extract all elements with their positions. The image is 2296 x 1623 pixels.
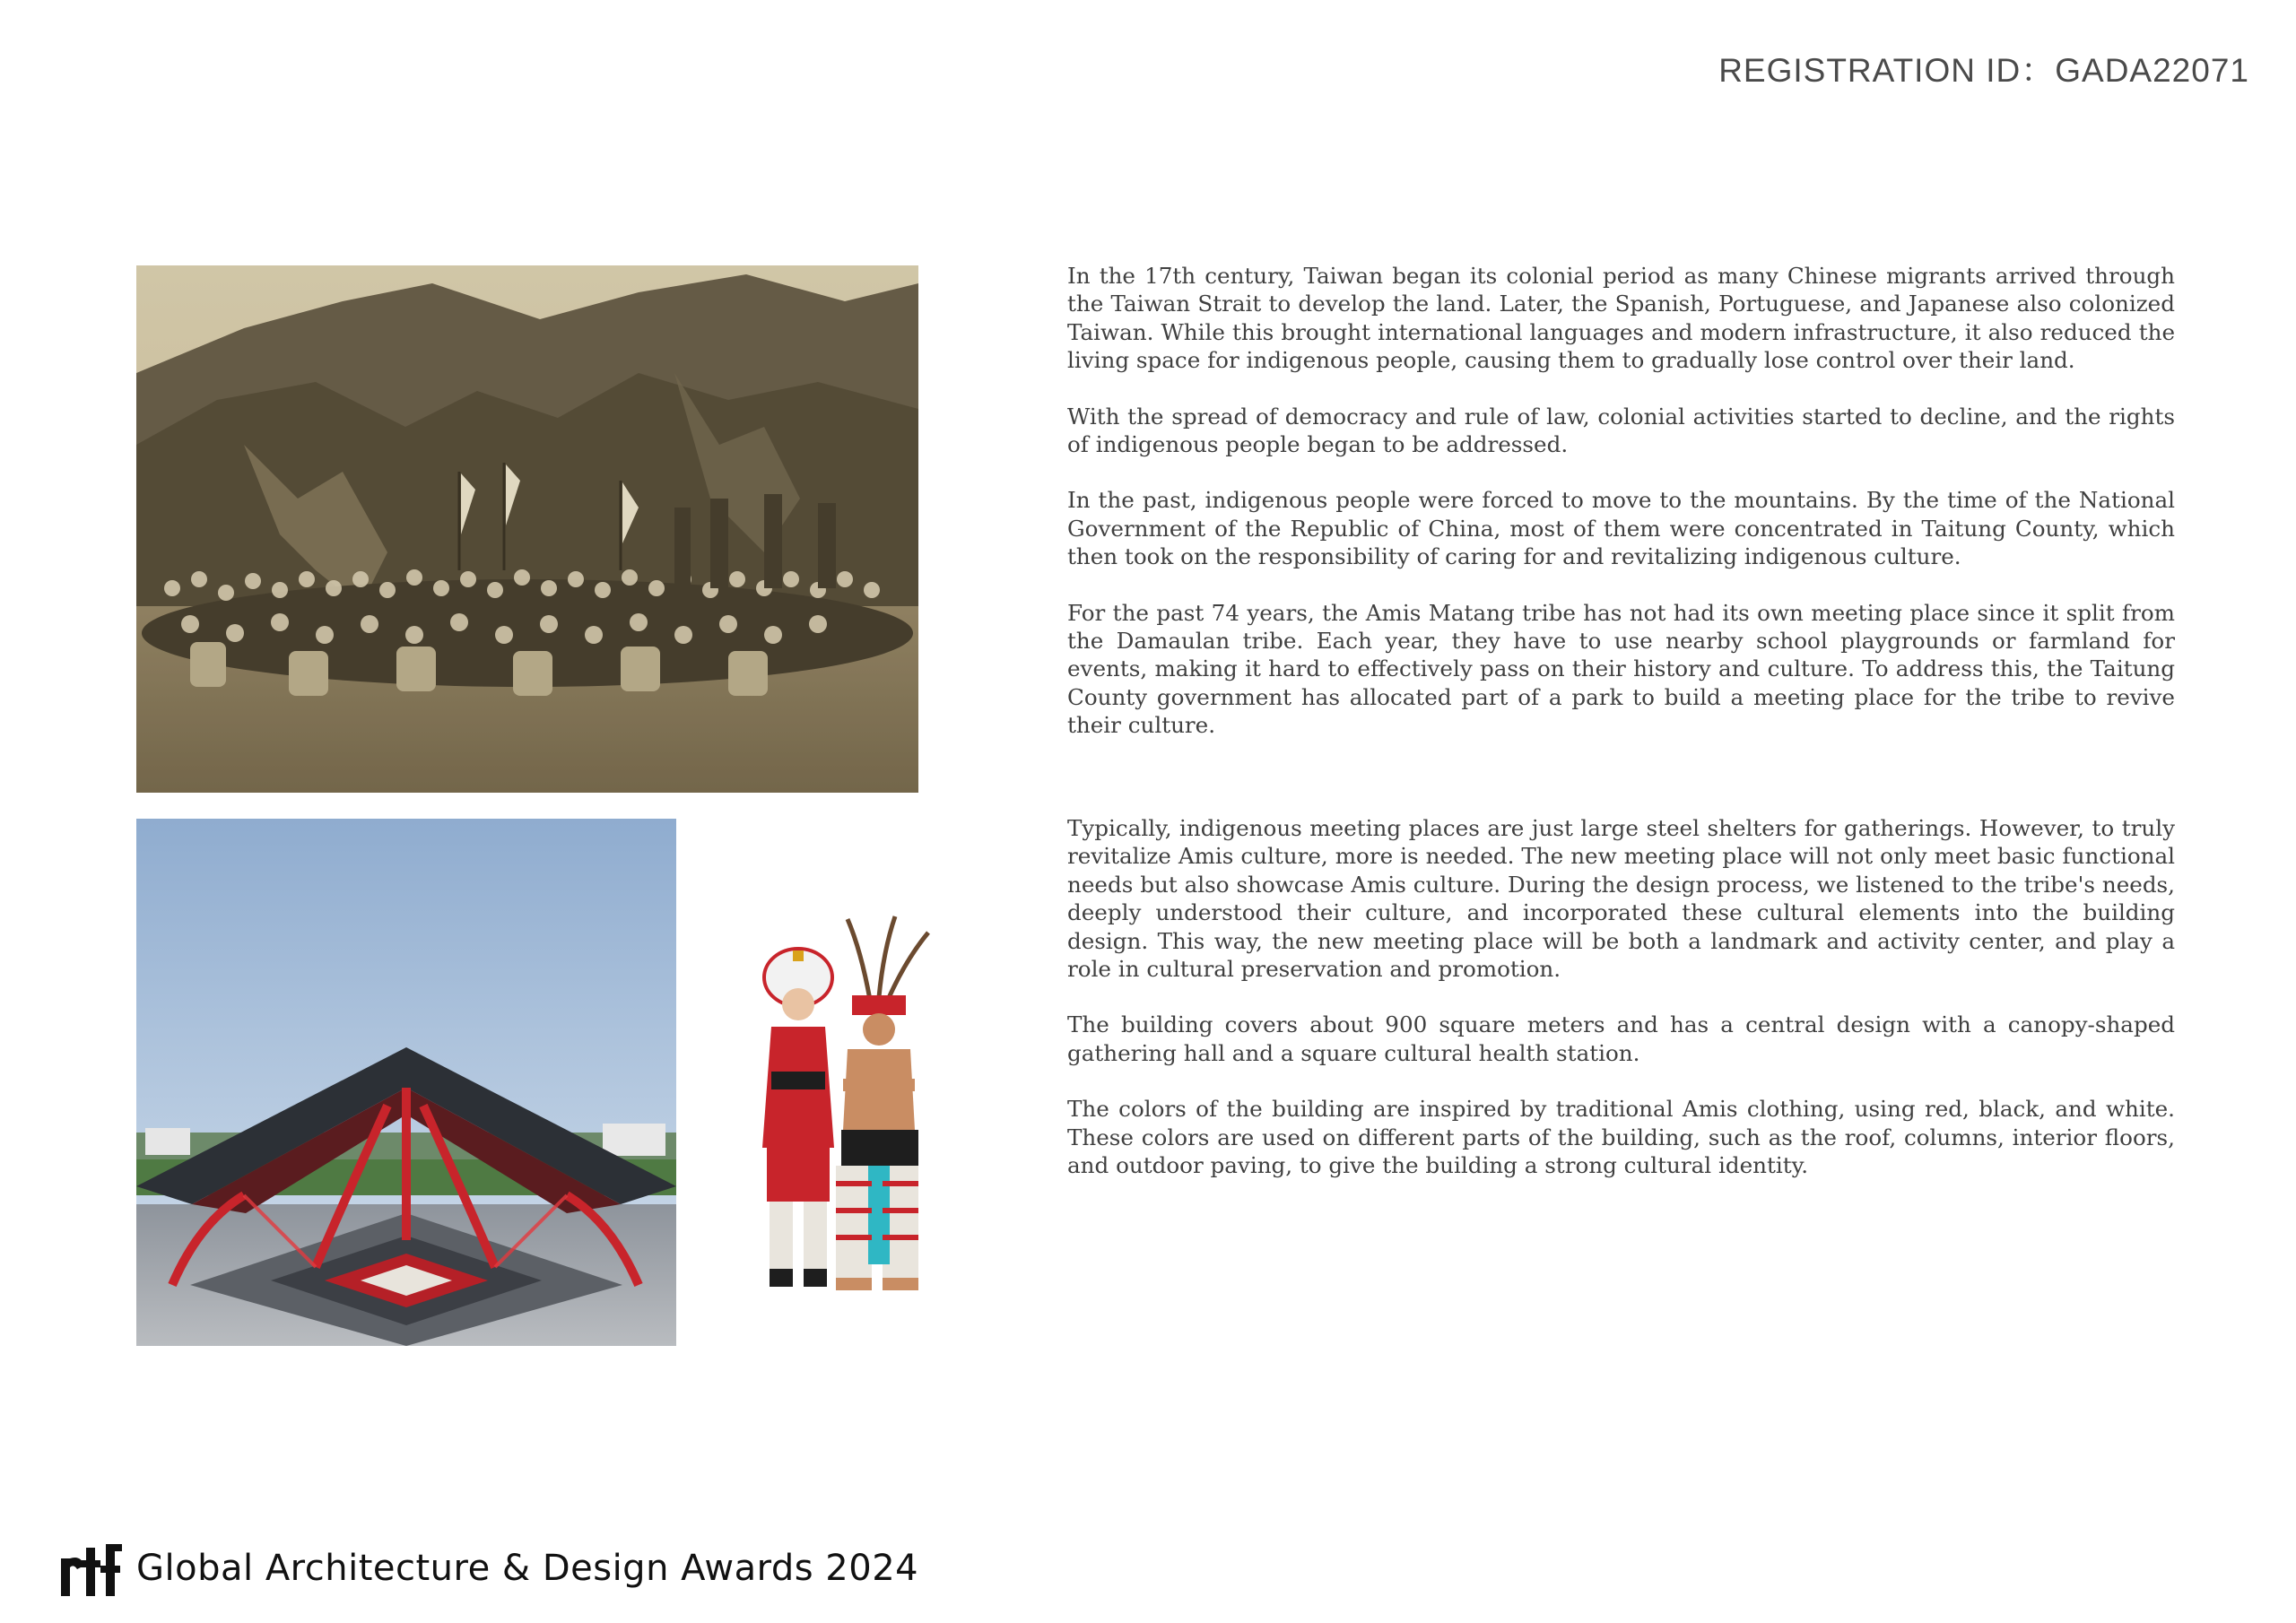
paragraph: For the past 74 years, the Amis Matang tribe has not had its own meeting place since it split from the Damaulan tribe. Each year, they have to use nearby school playgrounds or farmland for events, making it hard to effectively pass on their history and culture. To address this, the Taitung County government has allocated part of a park to build a meeting place for the tribe to revive their culture.: [1067, 599, 2175, 739]
rtf-logo-icon: [59, 1539, 124, 1598]
historic-photo: [136, 265, 918, 793]
footer: [59, 1539, 918, 1598]
paragraph: The colors of the building are inspired by traditional Amis clothing, using red, black, and white. These colors are used on different parts of the building, such as the roof, columns, interior floors, and outdoor paving, to give the building a strong cultural identity.: [1067, 1096, 2175, 1179]
paragraph: The building covers about 900 square meters and has a central design with a canopy-shaped gathering hall and a square cultural health station.: [1067, 1011, 2175, 1066]
building-photo: [136, 819, 676, 1346]
paragraph: Typically, indigenous meeting places are just large steel shelters for gatherings. However, to truly revitalize Amis culture, more is needed. The new meeting place will not only meet basic functional needs but also showcase Amis culture. During the design process, we listened to the tribe's needs, deeply understood their culture, and incorporated these cultural elements into the building design. This way, the new meeting place will be both a landmark and activity center, and play a role in cultural preservation and promotion.: [1067, 815, 2175, 983]
paragraph: With the spread of democracy and rule of law, colonial activities started to decline, and the rights of indigenous people began to be addressed.: [1067, 403, 2175, 458]
paragraph: In the 17th century, Taiwan began its colonial period as many Chinese migrants arrived through the Taiwan Strait to develop the land. Later, the Spanish, Portuguese, and Japanese also colonized Taiwan. While this brought international languages and modern infrastructure, it also reduced the living space for indigenous people, causing them to gradually lose control over their land.: [1067, 263, 2175, 374]
costume-photo: [735, 915, 951, 1309]
paragraph: In the past, indigenous people were forced to move to the mountains. By the time of the National Government of the Republic of China, most of them were concentrated in Taitung County, which then took on the responsibility of caring for and revitalizing indigenous culture.: [1067, 487, 2175, 570]
award-title: Global Architecture & Design Awards 2024: [136, 1548, 919, 1589]
intro-text: [1067, 262, 2175, 768]
design-text: [1067, 814, 2175, 1207]
registration-id: REGISTRATION ID：GADA22071: [1718, 52, 2249, 89]
